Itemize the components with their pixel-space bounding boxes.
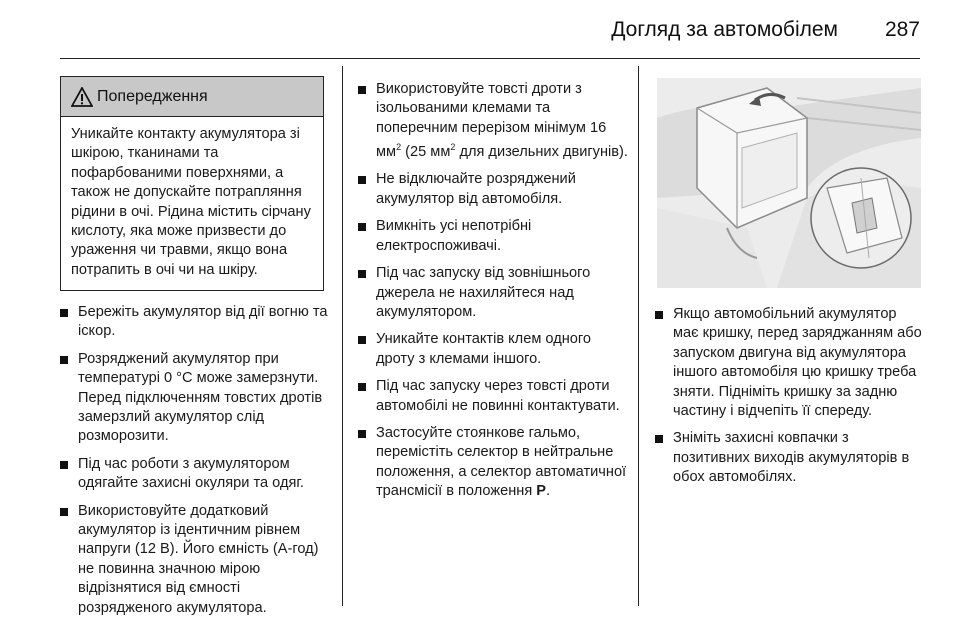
list-item: Під час роботи з акумулятором одягайте захисні окуляри та одяг. <box>60 455 332 494</box>
header-rule <box>60 58 920 59</box>
page-title: Догляд за автомобілем <box>611 18 838 41</box>
bullet-icon <box>358 176 366 184</box>
bullet-icon <box>655 435 663 443</box>
list-item: Використовуйте додатковий акумулятор із ідентичним рівнем напруги (12 В). Його ємність (А-год) не повинна значною мірою відрізнятися від ємності розрядженого акумулятора. <box>60 502 332 618</box>
column-2 <box>358 80 630 510</box>
bullet-icon <box>60 309 68 317</box>
warning-header <box>61 77 323 117</box>
page-header <box>60 14 920 58</box>
bullet-icon <box>358 223 366 231</box>
battery-cover-illustration <box>657 78 921 288</box>
bullet-icon <box>60 508 68 516</box>
battery-cover-drawing <box>657 78 921 288</box>
list-item: Уникайте контактів клем одного дроту з клемами іншого. <box>358 330 630 369</box>
list-item: Розряджений акумулятор при температурі 0 °C може замерзнути. Перед підключенням товстих дротів замерзлий акумулятор слід розморозити. <box>60 350 332 447</box>
list-item: Застосуйте стоянкове гальмо, перемістіть селектор в нейтральне положення, а селектор автоматичної трансмісії в положення P. <box>358 424 630 502</box>
list-item: Під час запуску через товсті дроти автомобілі не повинні контактувати. <box>358 377 630 416</box>
column-1 <box>60 303 332 626</box>
column-divider <box>342 66 343 606</box>
bullet-icon <box>358 86 366 94</box>
bullet-icon <box>60 356 68 364</box>
warning-box <box>60 76 324 291</box>
list-item: Зніміть захисні ковпачки з позитивних виходів акумуляторів в обох автомобілях. <box>655 429 923 487</box>
page-number: 287 <box>884 18 920 41</box>
bullet-icon <box>358 383 366 391</box>
list-item: Не відключайте розряджений акумулятор від автомобіля. <box>358 170 630 209</box>
bullet-icon <box>358 430 366 438</box>
list-item: Під час запуску від зовнішнього джерела не нахиляйтеся над акумулятором. <box>358 264 630 322</box>
list-item: Якщо автомобільний акумулятор має кришку, перед заряджанням або запуском двигуна від акумулятора іншого автомобіля цю кришку треба зняти. Підніміть кришку за задню частину і відчепіть її спереду. <box>655 305 923 421</box>
list-item: Бережіть акумулятор від дії вогню та іскор. <box>60 303 332 342</box>
bullet-icon <box>358 270 366 278</box>
column-3 <box>655 305 923 496</box>
bullet-icon <box>60 461 68 469</box>
list-item: Використовуйте товсті дроти з ізольованими клемами та поперечним перерізом мінімум 16 $мм^2$ (25 $мм^2$ для дизельних двигунів). <box>358 80 630 162</box>
warning-heading: Попередження <box>97 87 208 105</box>
bullet-icon <box>655 311 663 319</box>
warning-triangle-icon <box>71 87 93 107</box>
column-divider <box>638 66 639 606</box>
warning-text: Уникайте контакту акумулятора зі шкірою, тканинами та пофарбованими поверхнями, а також не допускайте потрапляння рідини в очі. Рідина містить сірчану кислоту, яка може призвести до ураження чи травми, якщо вона потрапить в очі чи на шкіру. <box>71 126 311 278</box>
bullet-icon <box>358 336 366 344</box>
list-item: Вимкніть усі непотрібні електроспоживачі. <box>358 217 630 256</box>
